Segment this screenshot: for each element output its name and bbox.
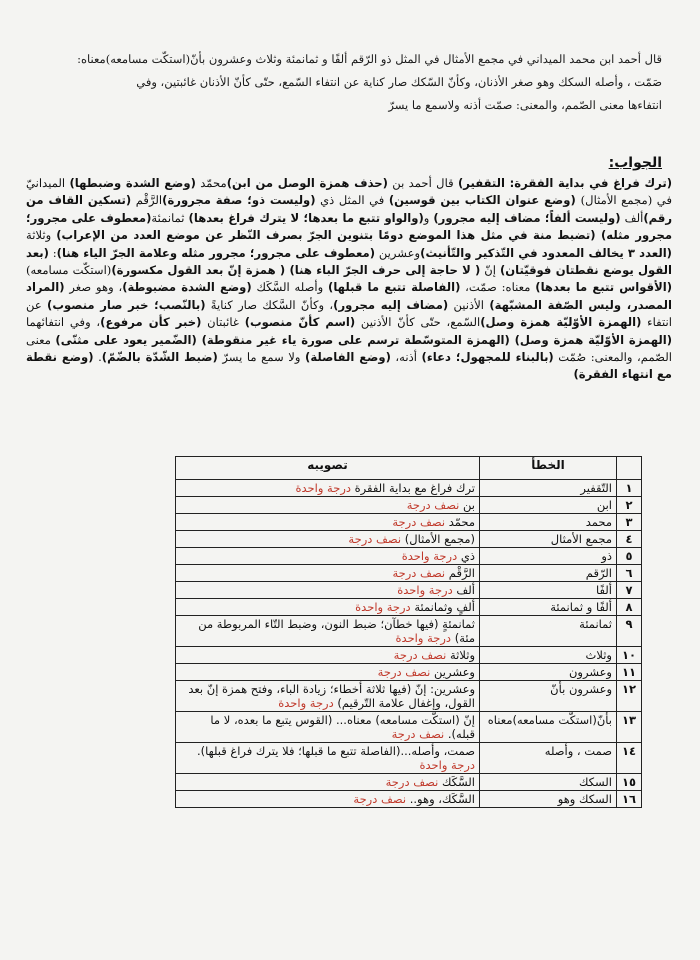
correction-note: (الهمزة الأوّليّة همزة وصل) (480, 315, 642, 330)
table-row (176, 791, 642, 808)
correction-note: (والواو تتبع ما بعدها؛ لا يترك فراغ بعدها) (188, 210, 424, 225)
error-cell: وثلاث (480, 647, 617, 664)
table-row (176, 514, 642, 531)
correction-cell (176, 664, 480, 681)
error-cell: الرّقم (480, 565, 617, 582)
answer-text: ، وكأنّ السَّكك صار كنايةً (205, 297, 334, 312)
answer-paragraph (26, 175, 672, 384)
table-row (176, 681, 642, 712)
correction-cell (176, 681, 480, 712)
correction-note: (تسكين القاف من رقم) (26, 193, 672, 225)
corrections-table-body (176, 480, 642, 808)
answer-text: الرَّقْم (131, 193, 163, 208)
answer-text: معناه: صمّت، (460, 280, 536, 295)
correction-cell (176, 497, 480, 514)
row-number: ١ (617, 480, 642, 497)
answer-text: السّمع، حتّى كأنّ الأذنين (355, 315, 481, 330)
error-cell: وعشرون (480, 664, 617, 681)
correction-text: إنّ (استكّت مسامعه) معناه... (القوس يتبع ما بعده، لا ما قبله). (210, 713, 475, 741)
correction-note: (وليست ذو؛ صفة مجرورة) (162, 193, 316, 208)
correction-note: (وضع عنوان الكتاب بين قوسين) (388, 193, 581, 208)
correction-text: السَّكَك، وهو.. (409, 792, 475, 806)
question-line: قال أحمد ابن محمد الميداني في مجمع الأمثال في المثل ذو الرّقم ألفًا و ثمانمئة وثلاث وعشرون بأنّ(استكّت مسامعه)معناه: (77, 52, 662, 66)
correction-cell (176, 791, 480, 808)
answer-text: ولا سمع ما يسرّ (217, 350, 306, 365)
error-cell: ثمانمئة (480, 616, 617, 647)
answer-text: وعشرين (375, 245, 421, 260)
grade-mark: نصف درجة (392, 515, 446, 529)
table-row (176, 582, 642, 599)
number-column-header (617, 457, 642, 480)
row-number: ٢ (617, 497, 642, 514)
grade-mark: درجة واحدة (395, 631, 452, 645)
grade-mark: نصف درجة (406, 498, 460, 512)
answer-text: إنّ (480, 263, 500, 278)
error-cell: ذو (480, 548, 617, 565)
correction-cell (176, 565, 480, 582)
answer-text: في المثل ذي (315, 193, 389, 208)
grade-mark: نصف درجة (348, 532, 402, 546)
row-number: ١١ (617, 664, 642, 681)
row-number: ٦ (617, 565, 642, 582)
error-cell: ألفًا (480, 582, 617, 599)
correction-note: (وضع الشدة مضبوطة) (122, 280, 252, 295)
answer-text: قال أحمد بن (387, 176, 458, 190)
correction-cell (176, 647, 480, 664)
correction-text: بن (463, 498, 475, 512)
correction-text: ذي (460, 549, 475, 563)
row-number: ٥ (617, 548, 642, 565)
correction-text: الرَّقْم (448, 566, 475, 580)
correction-note: (العدد ٣ يخالف المعدود في التّذكير والتّأنيث) (420, 245, 672, 260)
correction-text: صمت، وأصله...(الفاصلة تتبع ما قبلها؛ فلا يترك فراغ قبلها). (197, 744, 475, 758)
error-cell: التّقفير (480, 480, 617, 497)
correction-note: (تضبط منة في مثل هذا الموضع دومًا بتنوين الجرّ بصرف النّظر عن موضع العدد من الإعراب) (56, 228, 601, 243)
row-number: ١٤ (617, 743, 642, 774)
answer-text: عن انتفاء (26, 297, 672, 330)
grade-mark: درجة واحدة (397, 583, 453, 597)
correction-note: (اسم كأنّ منصوب) (244, 315, 356, 330)
correction-note: ( همزة إنّ بعد القول مكسورة) (111, 263, 290, 278)
answer-text: وأصله السَّكَك (251, 280, 329, 295)
grade-mark: نصف درجة (385, 775, 439, 789)
table-row (176, 743, 642, 774)
error-cell: صمت ، وأصله (480, 743, 617, 774)
correction-cell (176, 514, 480, 531)
answer-text: ألف (620, 210, 644, 225)
correction-note: (وليست ألفاً؛ مضاف إليه مجرور) (433, 210, 621, 225)
row-number: ٤ (617, 531, 642, 548)
correction-cell (176, 743, 480, 774)
row-number: ١٠ (617, 647, 642, 664)
correction-note: (مضاف إليه مجرور) (333, 297, 449, 312)
table-row (176, 548, 642, 565)
correction-text: وثلاثة (450, 648, 475, 662)
correction-note: (الهمزة الأوّليّة همزة وصل) (الهمزة المتوسّطة ترسم على صورة ياء غير منقوطة) (الضّمير يعود على مثنّى) (55, 332, 672, 347)
answer-heading: الجواب: (608, 155, 662, 171)
answer-text: معنى الصّمم، والمعنى: صُمّت (26, 332, 672, 365)
error-cell: ابن (480, 497, 617, 514)
table-row (176, 647, 642, 664)
table-row (176, 531, 642, 548)
correction-text: ألف (456, 583, 475, 597)
correction-note: (الفاصلة تتبع ما قبلها) (328, 280, 461, 295)
answer-text: وثلاثة (26, 228, 57, 243)
table-row (176, 599, 642, 616)
error-cell: محمد (480, 514, 617, 531)
answer-text: أذنه، (390, 350, 422, 365)
row-number: ٩ (617, 616, 642, 647)
row-number: ١٥ (617, 774, 642, 791)
grade-mark: درجة واحدة (355, 600, 411, 614)
answer-text: (استكّت مسامعه) (26, 263, 112, 278)
answer-text: محمّد (195, 176, 227, 190)
answer-text: (مجمع الأمثال) (580, 193, 653, 208)
grade-mark: نصف درجة (392, 566, 446, 580)
question-line: انتفاءها معنى الصّمم، والمعنى: صمّت أذنه ولاسمع ما يسرّ (388, 98, 662, 112)
correction-note: (خبر كأن مرفوع) (100, 315, 202, 330)
table-row (176, 664, 642, 681)
correction-note: (معطوف على مجرور؛ مجرور مثله وعلامة الجرّ الياء هنا) (56, 245, 375, 260)
grade-mark: نصف درجة (377, 665, 431, 679)
table-row (176, 565, 642, 582)
correction-text: محمّد (448, 515, 475, 529)
table-header-row (176, 457, 642, 480)
row-number: ٨ (617, 599, 642, 616)
grade-mark: نصف درجة (353, 792, 407, 806)
answer-text: و (423, 210, 434, 225)
table-row (176, 774, 642, 791)
error-column-header: الخطأ (480, 457, 617, 480)
grade-mark: درجة واحدة (401, 549, 458, 563)
grade-mark: نصف درجة (391, 727, 445, 741)
correction-cell (176, 531, 480, 548)
grade-mark: نصف درجة (393, 648, 447, 662)
grade-mark: درجة واحدة (278, 696, 334, 710)
grade-mark: درجة واحدة (295, 481, 351, 495)
correction-text: ثمانمئةٍ (فيها خطآن؛ ضبط النون، وضبط التّاء المربوطة من مئة) (198, 617, 475, 645)
correction-note: ( لا حاجة إلى حرف الجرّ الباء هنا) (289, 263, 481, 278)
table-row (176, 616, 642, 647)
error-cell: بأنّ(استكّت مسامعه)معناه (480, 712, 617, 743)
correction-text: ألفٍ وثمانمئة (414, 600, 475, 614)
question-text (52, 48, 662, 117)
correction-cell (176, 712, 480, 743)
correction-note: (ضبط الشّدّة بالضّمّ) (101, 350, 218, 365)
correction-note: (وضع الشدة وضبطها) (69, 176, 196, 190)
correction-cell (176, 480, 480, 497)
correction-note: (ترك فراغ في بداية الفقرة: التقفير) (457, 176, 673, 190)
table-row (176, 712, 642, 743)
correction-note: (وضع الفاصلة) (305, 350, 391, 365)
answer-text: . (93, 350, 102, 365)
correction-note: (المراد المصدر، وليس الصّفة المشبّهة) (26, 280, 672, 312)
grade-mark: درجة واحدة (419, 758, 475, 772)
correction-cell (176, 774, 480, 791)
answer-text: الميدانيّ في (26, 176, 672, 208)
row-number: ١٣ (617, 712, 642, 743)
correction-text: (مجمع الأمثال) (404, 532, 475, 546)
correction-text: السَّكَك (441, 775, 475, 789)
row-number: ١٦ (617, 791, 642, 808)
error-cell: مجمع الأمثال (480, 531, 617, 548)
correction-column-header: تصويبه (176, 457, 480, 480)
correction-note: (حذف همزة الوصل من ابن) (226, 176, 388, 190)
correction-note: (بالبناء للمجهول؛ دعاء) (421, 350, 554, 365)
answer-text: ، وهو صغر (64, 280, 123, 295)
correction-text: وعشرين: إنّ (فيها ثلاثة أخطاء؛ زيادة الباء، وفتح همزة إنّ بعد القول، وإغفال علامة التّرقيم) (188, 682, 475, 710)
row-number: ٧ (617, 582, 642, 599)
correction-text: وعشرين (434, 665, 475, 679)
row-number: ٣ (617, 514, 642, 531)
correction-note: (الأقواس تتبع ما بعدها) (535, 280, 672, 295)
correction-text: ترك فراغ مع بداية الفقرة (354, 481, 475, 495)
correction-note: (بالنّصب؛ خبر صار منصوب) (47, 297, 206, 312)
correction-note: (وضع نقطة مع انتهاء الفقرة) (26, 350, 672, 382)
corrections-table (175, 456, 642, 808)
error-cell: ألفًا و ثمانمئة (480, 599, 617, 616)
correction-note: (معطوف على مجرور؛ مجرور مثله) (26, 210, 672, 243)
row-number: ١٢ (617, 681, 642, 712)
answer-text: غائبتان (201, 315, 245, 330)
question-line: صَمّت ، وأصله السكك وهو صغر الأذنان، وكأنّ السّكك صار كناية عن انتفاء السّمع، حتّى كأنّ الأذنان غائبتين، وفي (136, 75, 662, 89)
error-cell: السكك وهو (480, 791, 617, 808)
correction-note: (بعد القول يوضع نقطتان فوقيّتان) (26, 245, 672, 278)
table-row (176, 480, 642, 497)
error-cell: السكك (480, 774, 617, 791)
correction-cell (176, 582, 480, 599)
answer-text: ثمانمئة (151, 210, 189, 225)
correction-cell (176, 599, 480, 616)
table-row (176, 497, 642, 514)
correction-cell (176, 616, 480, 647)
error-cell: وعشرون بأنّ (480, 681, 617, 712)
answer-text: : (48, 245, 57, 260)
answer-text: ، وفي انتفائهما (26, 315, 101, 330)
correction-cell (176, 548, 480, 565)
answer-text: الأذنين (448, 297, 490, 312)
